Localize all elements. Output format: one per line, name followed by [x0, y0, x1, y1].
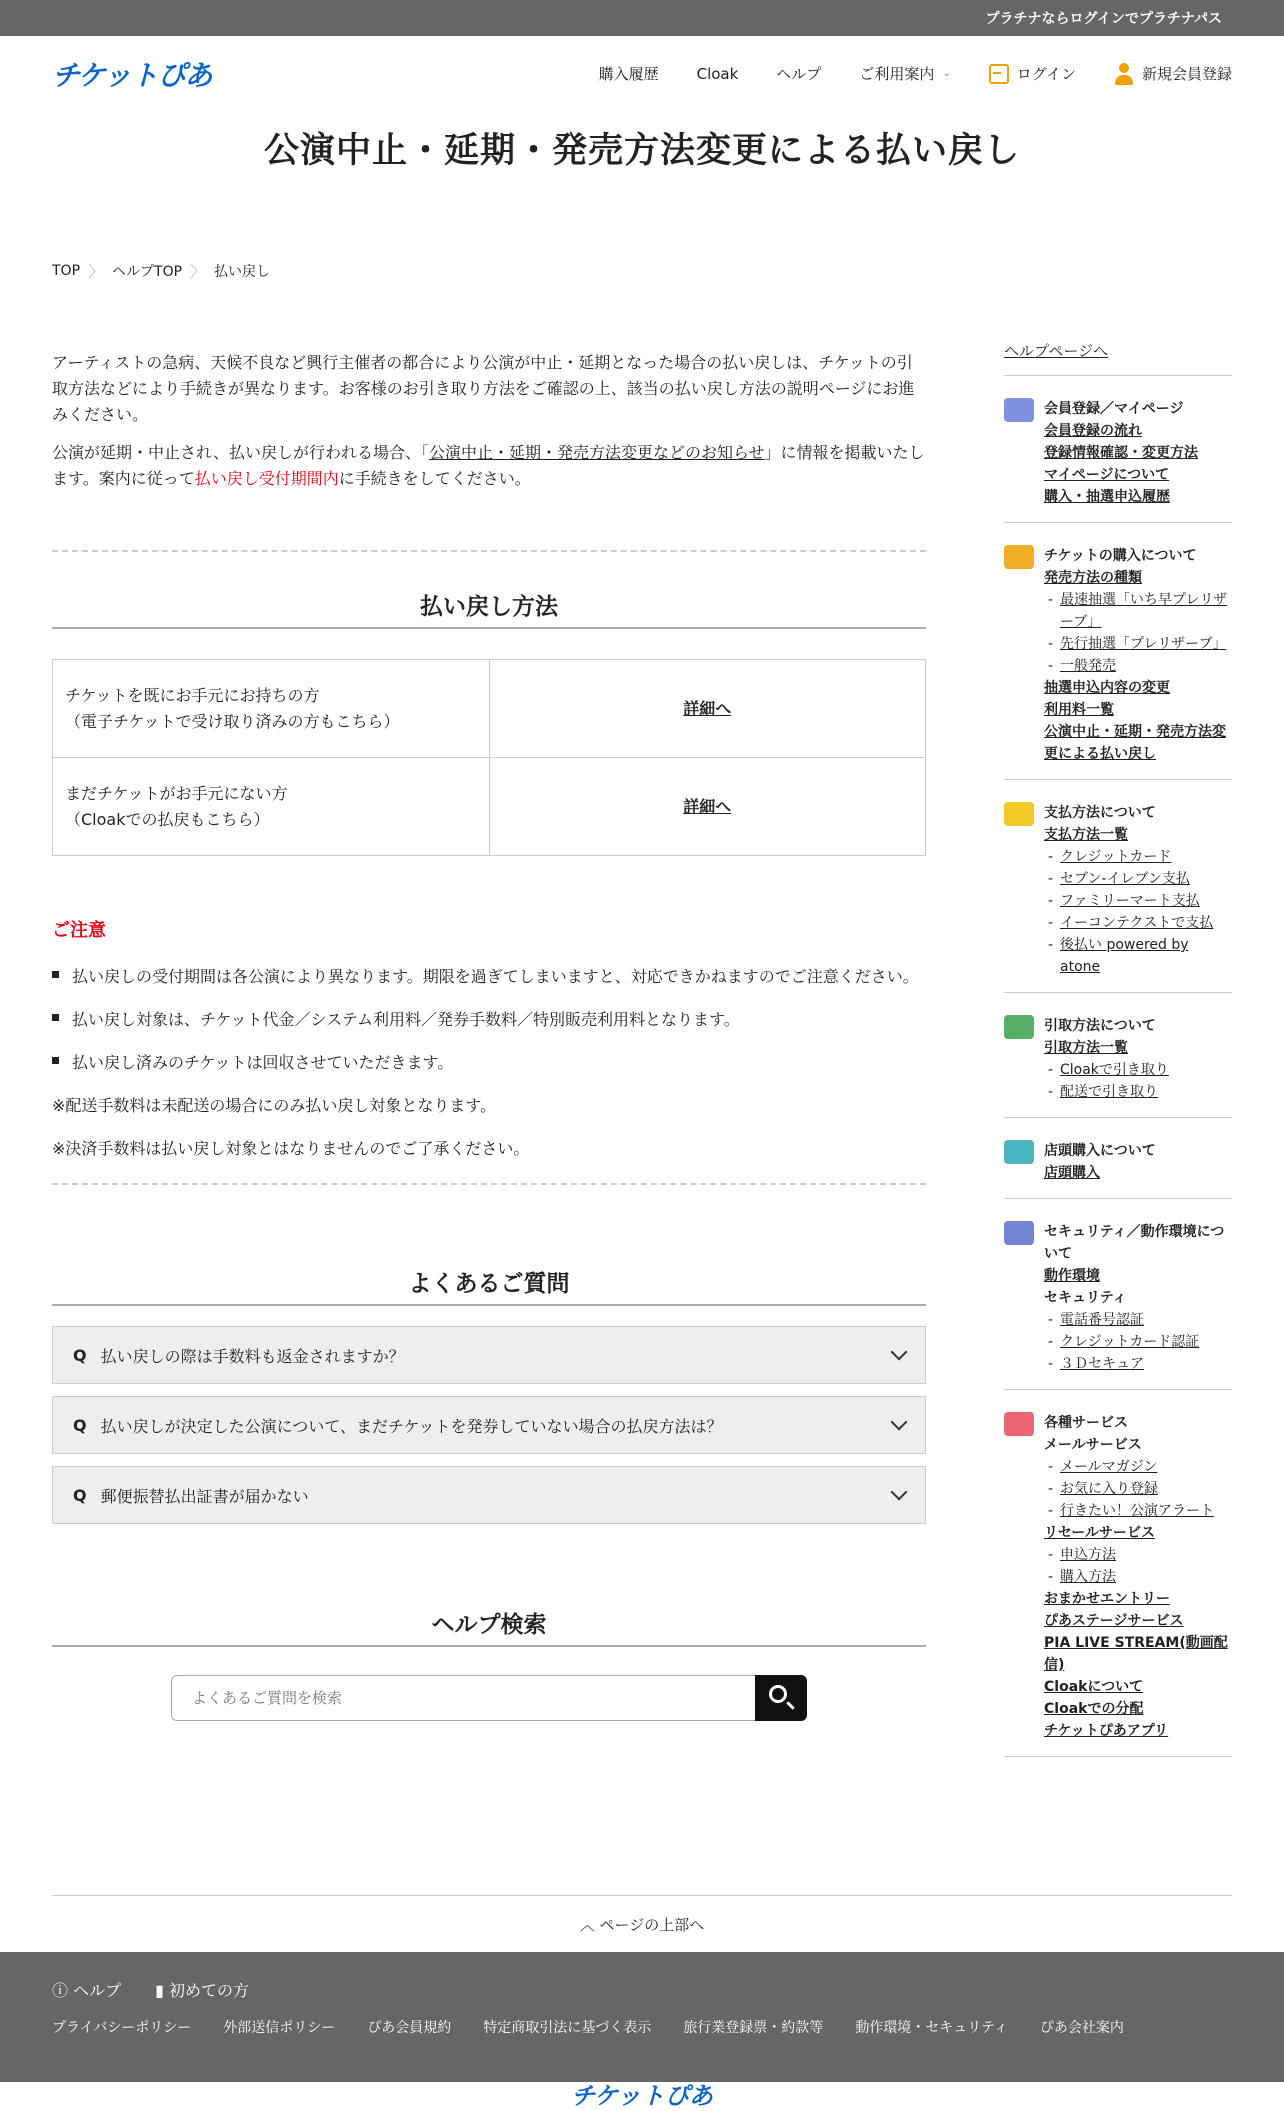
footer	[0, 1952, 1284, 2082]
sidebar-group-body	[1044, 1221, 1232, 1375]
category-icon	[1004, 1412, 1034, 1436]
category-icon	[1004, 398, 1034, 422]
sidebar-link[interactable]: 発売方法の種類	[1044, 570, 1142, 586]
footer-help-label: ヘルプ	[73, 1981, 122, 2000]
signup-link[interactable]	[1114, 63, 1232, 85]
help-icon: ⓘ	[52, 1981, 69, 2000]
caution-notes	[52, 964, 926, 1159]
search-button[interactable]	[755, 1675, 807, 1721]
refund-table	[52, 659, 926, 856]
category-icon	[1004, 1221, 1034, 1245]
login-label: ログイン	[1016, 65, 1076, 83]
sidebar-link[interactable]: 店頭購入	[1044, 1165, 1100, 1181]
breadcrumb	[52, 259, 270, 282]
sidebar-link[interactable]: - 購入方法	[1044, 1566, 1232, 1588]
sidebar-link[interactable]: 会員登録の流れ	[1044, 423, 1142, 439]
case-subtext: （電子チケットで受け取り済みの方もこちら）	[65, 711, 400, 731]
footer-link[interactable]: ぴあ会員規約	[367, 2020, 452, 2036]
faq-question: 郵便振替払出証書が届かない	[100, 1486, 309, 1506]
sidebar-link[interactable]: 引取方法一覧	[1044, 1040, 1128, 1056]
detail-link-1[interactable]: 詳細へ	[489, 660, 926, 758]
login-icon	[989, 64, 1009, 84]
breadcrumb-separator-icon: 〉	[190, 262, 207, 281]
chevron-down-icon: ⌄	[942, 68, 951, 79]
sidebar-group-body	[1044, 398, 1232, 508]
sidebar-link[interactable]: - 後払い powered by atone	[1044, 934, 1232, 978]
sidebar-group-title: 引取方法について	[1044, 1018, 1156, 1034]
sidebar-group-title: 店頭購入について	[1044, 1143, 1156, 1159]
sidebar-link[interactable]: - ３Ｄセキュア	[1044, 1353, 1232, 1375]
sidebar-group-title: 支払方法について	[1044, 805, 1156, 821]
help-search-heading: ヘルプ検索	[52, 1606, 926, 1647]
footer-secondary-links	[0, 2001, 1284, 2037]
sidebar-link[interactable]: - クレジットカード	[1044, 846, 1232, 868]
beginner-icon: ▮	[155, 1981, 164, 2000]
sidebar-group-body	[1044, 1412, 1232, 1742]
help-page-link[interactable]: ヘルプページへ	[1004, 340, 1232, 376]
search-icon	[769, 1685, 787, 1703]
faq-item-3[interactable]	[52, 1466, 926, 1524]
breadcrumb-separator-icon: 〉	[88, 262, 105, 281]
nav-purchase-history[interactable]: 購入履歴	[598, 65, 659, 83]
sidebar-link[interactable]: - メールマガジン	[1044, 1456, 1232, 1478]
sidebar-link[interactable]: Cloakについて	[1044, 1679, 1144, 1695]
sidebar-group	[1004, 1390, 1232, 1757]
sidebar-group	[1004, 1118, 1232, 1199]
sidebar-group-title: チケットの購入について	[1044, 548, 1197, 564]
divider	[52, 550, 926, 552]
q-mark: Q	[73, 1485, 87, 1505]
sidebar-link[interactable]: - 配送で引き取り	[1044, 1081, 1232, 1103]
category-icon	[1004, 545, 1034, 569]
caution-item: 払い戻し対象は、チケット代金／システム利用料／発券手数料／特別販売利用料となります。	[52, 1007, 926, 1030]
chevron-down-icon	[891, 1344, 908, 1361]
sidebar-link[interactable]: - 行きたい！公演アラート	[1044, 1500, 1232, 1522]
divider	[52, 1183, 926, 1185]
intro-paragraph-1: アーティストの急病、天候不良など興行主催者の都合により公演が中止・延期となった場合の払い戻しは、チケットの引取方法などにより手続きが異なります。お客様のお引き取り方法をご確認の上、該当の払い戻し方法の説明ページにお進みください。	[52, 353, 915, 424]
sidebar-link[interactable]: - Cloakで引き取り	[1044, 1059, 1232, 1081]
sidebar-group-body	[1044, 1140, 1232, 1184]
footer-link[interactable]: 外部送信ポリシー	[223, 2020, 336, 2036]
table-row	[53, 758, 926, 856]
sidebar-group-body	[1044, 1015, 1232, 1103]
sidebar-link[interactable]: 登録情報確認・変更方法	[1044, 445, 1198, 461]
chevron-down-icon	[891, 1414, 908, 1431]
site-header	[0, 36, 1284, 111]
nav-guide[interactable]	[859, 63, 950, 84]
sidebar-group	[1004, 1199, 1232, 1390]
footer-logo[interactable]: チケットぴあ	[571, 2082, 713, 2110]
table-row	[53, 660, 926, 758]
sidebar-link[interactable]: - イーコンテクストで支払	[1044, 912, 1232, 934]
sidebar-group	[1004, 780, 1232, 993]
sidebar-link[interactable]: - お気に入り登録	[1044, 1478, 1232, 1500]
sidebar-link[interactable]: 抽選申込内容の変更	[1044, 680, 1170, 696]
sidebar-group	[1004, 376, 1232, 523]
intro-paragraph-2	[52, 440, 926, 492]
notice-link[interactable]: 公演中止・延期・発売方法変更などのお知らせ	[428, 443, 765, 462]
sidebar-link[interactable]: - セブン-イレブン支払	[1044, 868, 1232, 890]
category-icon	[1004, 802, 1034, 826]
login-link[interactable]	[989, 63, 1076, 84]
footer-help-link[interactable]	[52, 1978, 121, 2001]
q-mark: Q	[73, 1415, 87, 1435]
faq-question: 払い戻しの際は手数料も返金されますか？	[100, 1346, 405, 1366]
caution-item: 払い戻し済みのチケットは回収させていただきます。	[52, 1050, 926, 1073]
footer-link[interactable]: プライバシーポリシー	[52, 2020, 192, 2036]
sidebar-link[interactable]: - 電話番号認証	[1044, 1309, 1232, 1331]
sidebar-group-title: 会員登録／マイページ	[1044, 401, 1184, 417]
ticket-pia-logo[interactable]: チケットぴあ	[52, 58, 212, 92]
faq-list	[52, 1326, 926, 1524]
intro-text: 」に情報を掲載いたします。案内に従って	[52, 443, 925, 488]
faq-item-1[interactable]	[52, 1326, 926, 1384]
sidebar-group-body	[1044, 545, 1232, 765]
nav-cloak[interactable]: Cloak	[696, 64, 739, 83]
top-banner[interactable]	[0, 0, 1284, 36]
sidebar-link[interactable]: - 最速抽選「いち早プレリザーブ」	[1044, 589, 1232, 633]
sidebar-link[interactable]: ぴあステージサービス	[1044, 1613, 1184, 1629]
sidebar-group-title: 各種サービス	[1044, 1415, 1128, 1431]
user-icon	[1114, 63, 1134, 85]
sidebar-link[interactable]: 動作環境	[1044, 1268, 1100, 1284]
faq-item-2[interactable]	[52, 1396, 926, 1454]
intro-text: に手続きをしてください。	[338, 469, 531, 488]
sidebar-link[interactable]: - 一般発売	[1044, 655, 1232, 677]
sidebar-link[interactable]: - 先行抽選「プレリザーブ」	[1044, 633, 1232, 655]
sidebar-link[interactable]: おまかせエントリー	[1044, 1591, 1170, 1607]
breadcrumb-top[interactable]: TOP	[52, 262, 81, 279]
signup-label: 新規会員登録	[1141, 65, 1232, 83]
sidebar-link[interactable]: Cloakでの分配	[1044, 1701, 1144, 1717]
category-icon	[1004, 1140, 1034, 1164]
sidebar-link[interactable]: 公演中止・延期・発売方法変更による払い戻し	[1044, 724, 1226, 762]
category-icon	[1004, 1015, 1034, 1039]
sidebar-link[interactable]: PIA LIVE STREAM(動画配信)	[1044, 1635, 1228, 1673]
nav-help[interactable]: ヘルプ	[776, 65, 822, 83]
footer-link[interactable]: ぴあ会社案内	[1039, 2020, 1124, 2036]
sidebar-group	[1004, 523, 1232, 780]
main-content	[52, 350, 926, 1721]
sidebar-link[interactable]: チケットぴあアプリ	[1044, 1723, 1169, 1739]
caution-note-1: ※配送手数料は未配送の場合にのみ払い戻し対象となります。	[52, 1096, 497, 1115]
footer-link[interactable]: 特定商取引法に基づく表示	[483, 2020, 652, 2036]
sidebar-group	[1004, 993, 1232, 1118]
breadcrumb-help-top[interactable]: ヘルプTOP	[112, 263, 183, 280]
refund-heading: 払い戻し方法	[52, 588, 926, 629]
refund-case-1	[53, 660, 490, 758]
sidebar-group-body	[1044, 802, 1232, 978]
case-subtext: （Cloakでの払戻もこちら）	[65, 809, 270, 829]
nav-guide-label: ご利用案内	[859, 65, 935, 83]
sidebar-link[interactable]: 支払方法一覧	[1044, 827, 1128, 843]
sidebar-link[interactable]: - 申込方法	[1044, 1544, 1232, 1566]
help-search-box	[171, 1675, 807, 1721]
detail-link-2[interactable]: 詳細へ	[489, 758, 926, 856]
faq-question: 払い戻しが決定した公演について、まだチケットを発券していない場合の払戻方法は？	[100, 1416, 723, 1436]
breadcrumb-current: 払い戻し	[214, 263, 271, 280]
sidebar-group-title: セキュリティ／動作環境について	[1044, 1224, 1225, 1262]
sidebar-link[interactable]: 購入・抽選申込履歴	[1044, 489, 1170, 505]
case-text: チケットを既にお手元にお持ちの方	[65, 685, 320, 705]
footer-beginner-label: 初めての方	[169, 1981, 250, 2000]
sidebar-subheading: メールサービス	[1044, 1437, 1142, 1453]
footer-link[interactable]: 旅行業登録票・約款等	[683, 2020, 824, 2036]
page-title: 公演中止・延期・発売方法変更による払い戻し	[263, 131, 1020, 171]
q-mark: Q	[73, 1345, 87, 1365]
intro-text: 公演が延期・中止され、払い戻しが行われる場合、「	[52, 443, 429, 462]
platinum-pass-link[interactable]: プラチナならログインでプラチナパス	[985, 11, 1222, 27]
footer-primary-links	[0, 1952, 1284, 2001]
footer-beginner-link[interactable]	[155, 1978, 249, 2001]
intro	[52, 350, 926, 492]
search-input[interactable]	[171, 1675, 755, 1721]
case-text: まだチケットがお手元にない方	[65, 783, 288, 803]
faq-heading: よくあるご質問	[52, 1265, 926, 1306]
refund-period-text: 払い戻し受付期間内	[194, 469, 339, 488]
chevron-down-icon	[891, 1484, 908, 1501]
caution-item: 払い戻しの受付期間は各公演により異なります。期限を過ぎてしまいますと、対応できかねますのでご注意ください。	[52, 964, 926, 987]
caution-note-2: ※決済手数料は払い戻し対象とはなりませんのでご了承ください。	[52, 1139, 530, 1158]
sidebar-subheading: セキュリティ	[1044, 1290, 1127, 1306]
page-top-label: ページの上部へ	[599, 1916, 705, 1934]
caution-heading: ご注意	[52, 920, 106, 941]
page-top-link[interactable]	[52, 1895, 1232, 1935]
sidebar-link[interactable]: 利用料一覧	[1044, 702, 1114, 718]
sidebar-link[interactable]: - ファミリーマート支払	[1044, 890, 1232, 912]
sidebar-link[interactable]: リセールサービス	[1044, 1525, 1156, 1541]
sidebar	[1004, 340, 1232, 1757]
main-nav	[599, 63, 1232, 85]
sidebar-link[interactable]: マイページについて	[1044, 467, 1170, 483]
footer-link[interactable]: 動作環境・セキュリティ	[855, 2020, 1008, 2036]
sidebar-link[interactable]: - クレジットカード認証	[1044, 1331, 1232, 1353]
chevron-up-icon: ︿	[579, 1916, 595, 1934]
refund-case-2	[53, 758, 490, 856]
